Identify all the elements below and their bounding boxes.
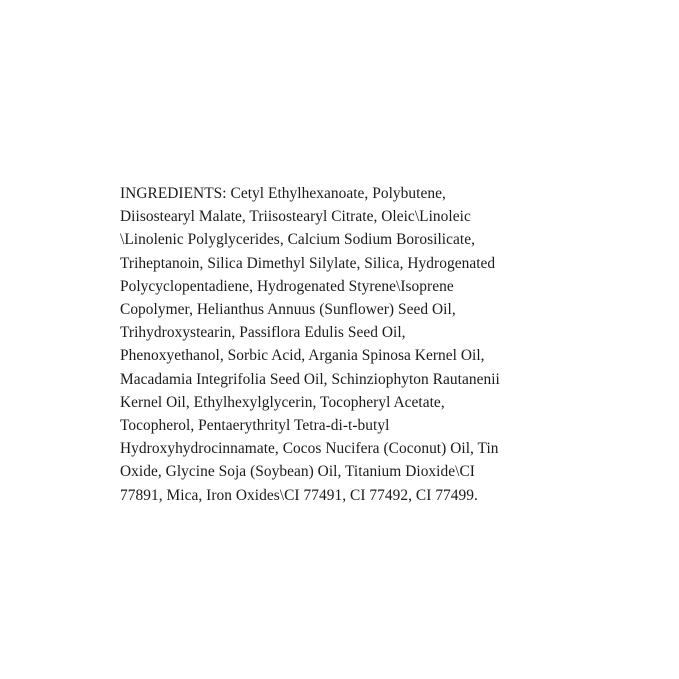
ingredients-block [120, 182, 564, 507]
ingredients-text: INGREDIENTS: Cetyl Ethylhexanoate, Polybutene, Diisostearyl Malate, Triisostearyl Citrate, Oleic\Linoleic \Linolenic Polyglycerides, Calcium Sodium Borosilicate, Triheptanoin, Silica Dimethyl Silylate, Silica, Hydrogenated Polycyclopentadiene, Hydrogenated Styrene\Isoprene Copolymer, Helianthus Annuus (Sunflower) Seed Oil, Trihydroxystearin, Passiflora Edulis Seed Oil, Phenoxyethanol, Sorbic Acid, Argania Spinosa Kernel Oil, Macadamia Integrifolia Seed Oil, Schinziophyton Rautanenii Kernel Oil, Ethylhexylglycerin, Tocopheryl Acetate, Tocopherol, Pentaerythrityl Tetra-di-t-butyl Hydroxyhydrocinnamate, Cocos Nucifera (Coconut) Oil, Tin Oxide, Glycine Soja (Soybean) Oil, Titanium Dioxide\CI 77891, Mica, Iron Oxides\CI 77491, CI 77492, CI 77499. [120, 185, 500, 504]
